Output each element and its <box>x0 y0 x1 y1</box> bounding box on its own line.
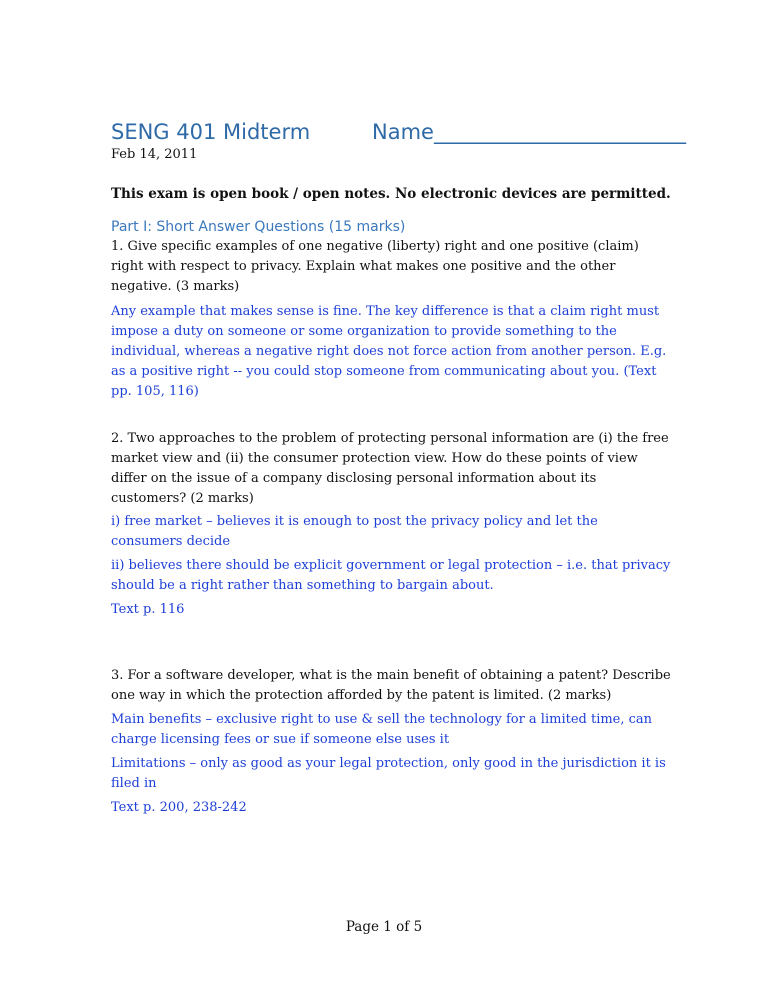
exam-title: SENG 401 Midterm <box>111 120 311 144</box>
answer-1: Any example that makes sense is fine. The key difference is that a claim right must impose a duty on someone or some organization to provide something to the individual, whereas a negative right does not force action from another person. E.g. as a positive right -- you could stop someone from communicating about you. (Text pp. 105, 116) <box>111 304 667 399</box>
question-1: 1. Give specific examples of one negative (liberty) right and one positive (claim) right with respect to privacy. Explain what makes one positive and the other negative. (3 marks) <box>111 239 639 294</box>
name-field-label: Name________________________ <box>372 120 686 144</box>
page-footer: Page 1 of 5 <box>345 919 423 935</box>
answer-2-i: i) free market – believes it is enough to post the privacy policy and let the consumers decide <box>111 514 598 549</box>
exam-date: Feb 14, 2011 <box>111 147 198 162</box>
question-3: 3. For a software developer, what is the main benefit of obtaining a patent? Describe one way in which the protection afforded by the patent is limited. (2 marks) <box>111 668 671 703</box>
answer-2-reference: Text p. 116 <box>111 602 185 617</box>
question-2: 2. Two approaches to the problem of protecting personal information are (i) the free market view and (ii) the consumer protection view. How do these points of view differ on the issue of a company disclosing personal information about its customers? (2 marks) <box>111 431 669 506</box>
answer-2-ii: ii) believes there should be explicit government or legal protection – i.e. that privacy should be a right rather than something to bargain about. <box>111 558 671 593</box>
answer-3-reference: Text p. 200, 238-242 <box>111 800 247 815</box>
answer-3-limitations: Limitations – only as good as your legal protection, only good in the jurisdiction it is filed in <box>111 756 666 791</box>
exam-notice: This exam is open book / open notes. No electronic devices are permitted. <box>111 186 671 202</box>
answer-3-benefits: Main benefits – exclusive right to use & sell the technology for a limited time, can charge licensing fees or sue if someone else uses it <box>111 712 653 747</box>
part-heading: Part I: Short Answer Questions (15 marks) <box>111 219 406 235</box>
